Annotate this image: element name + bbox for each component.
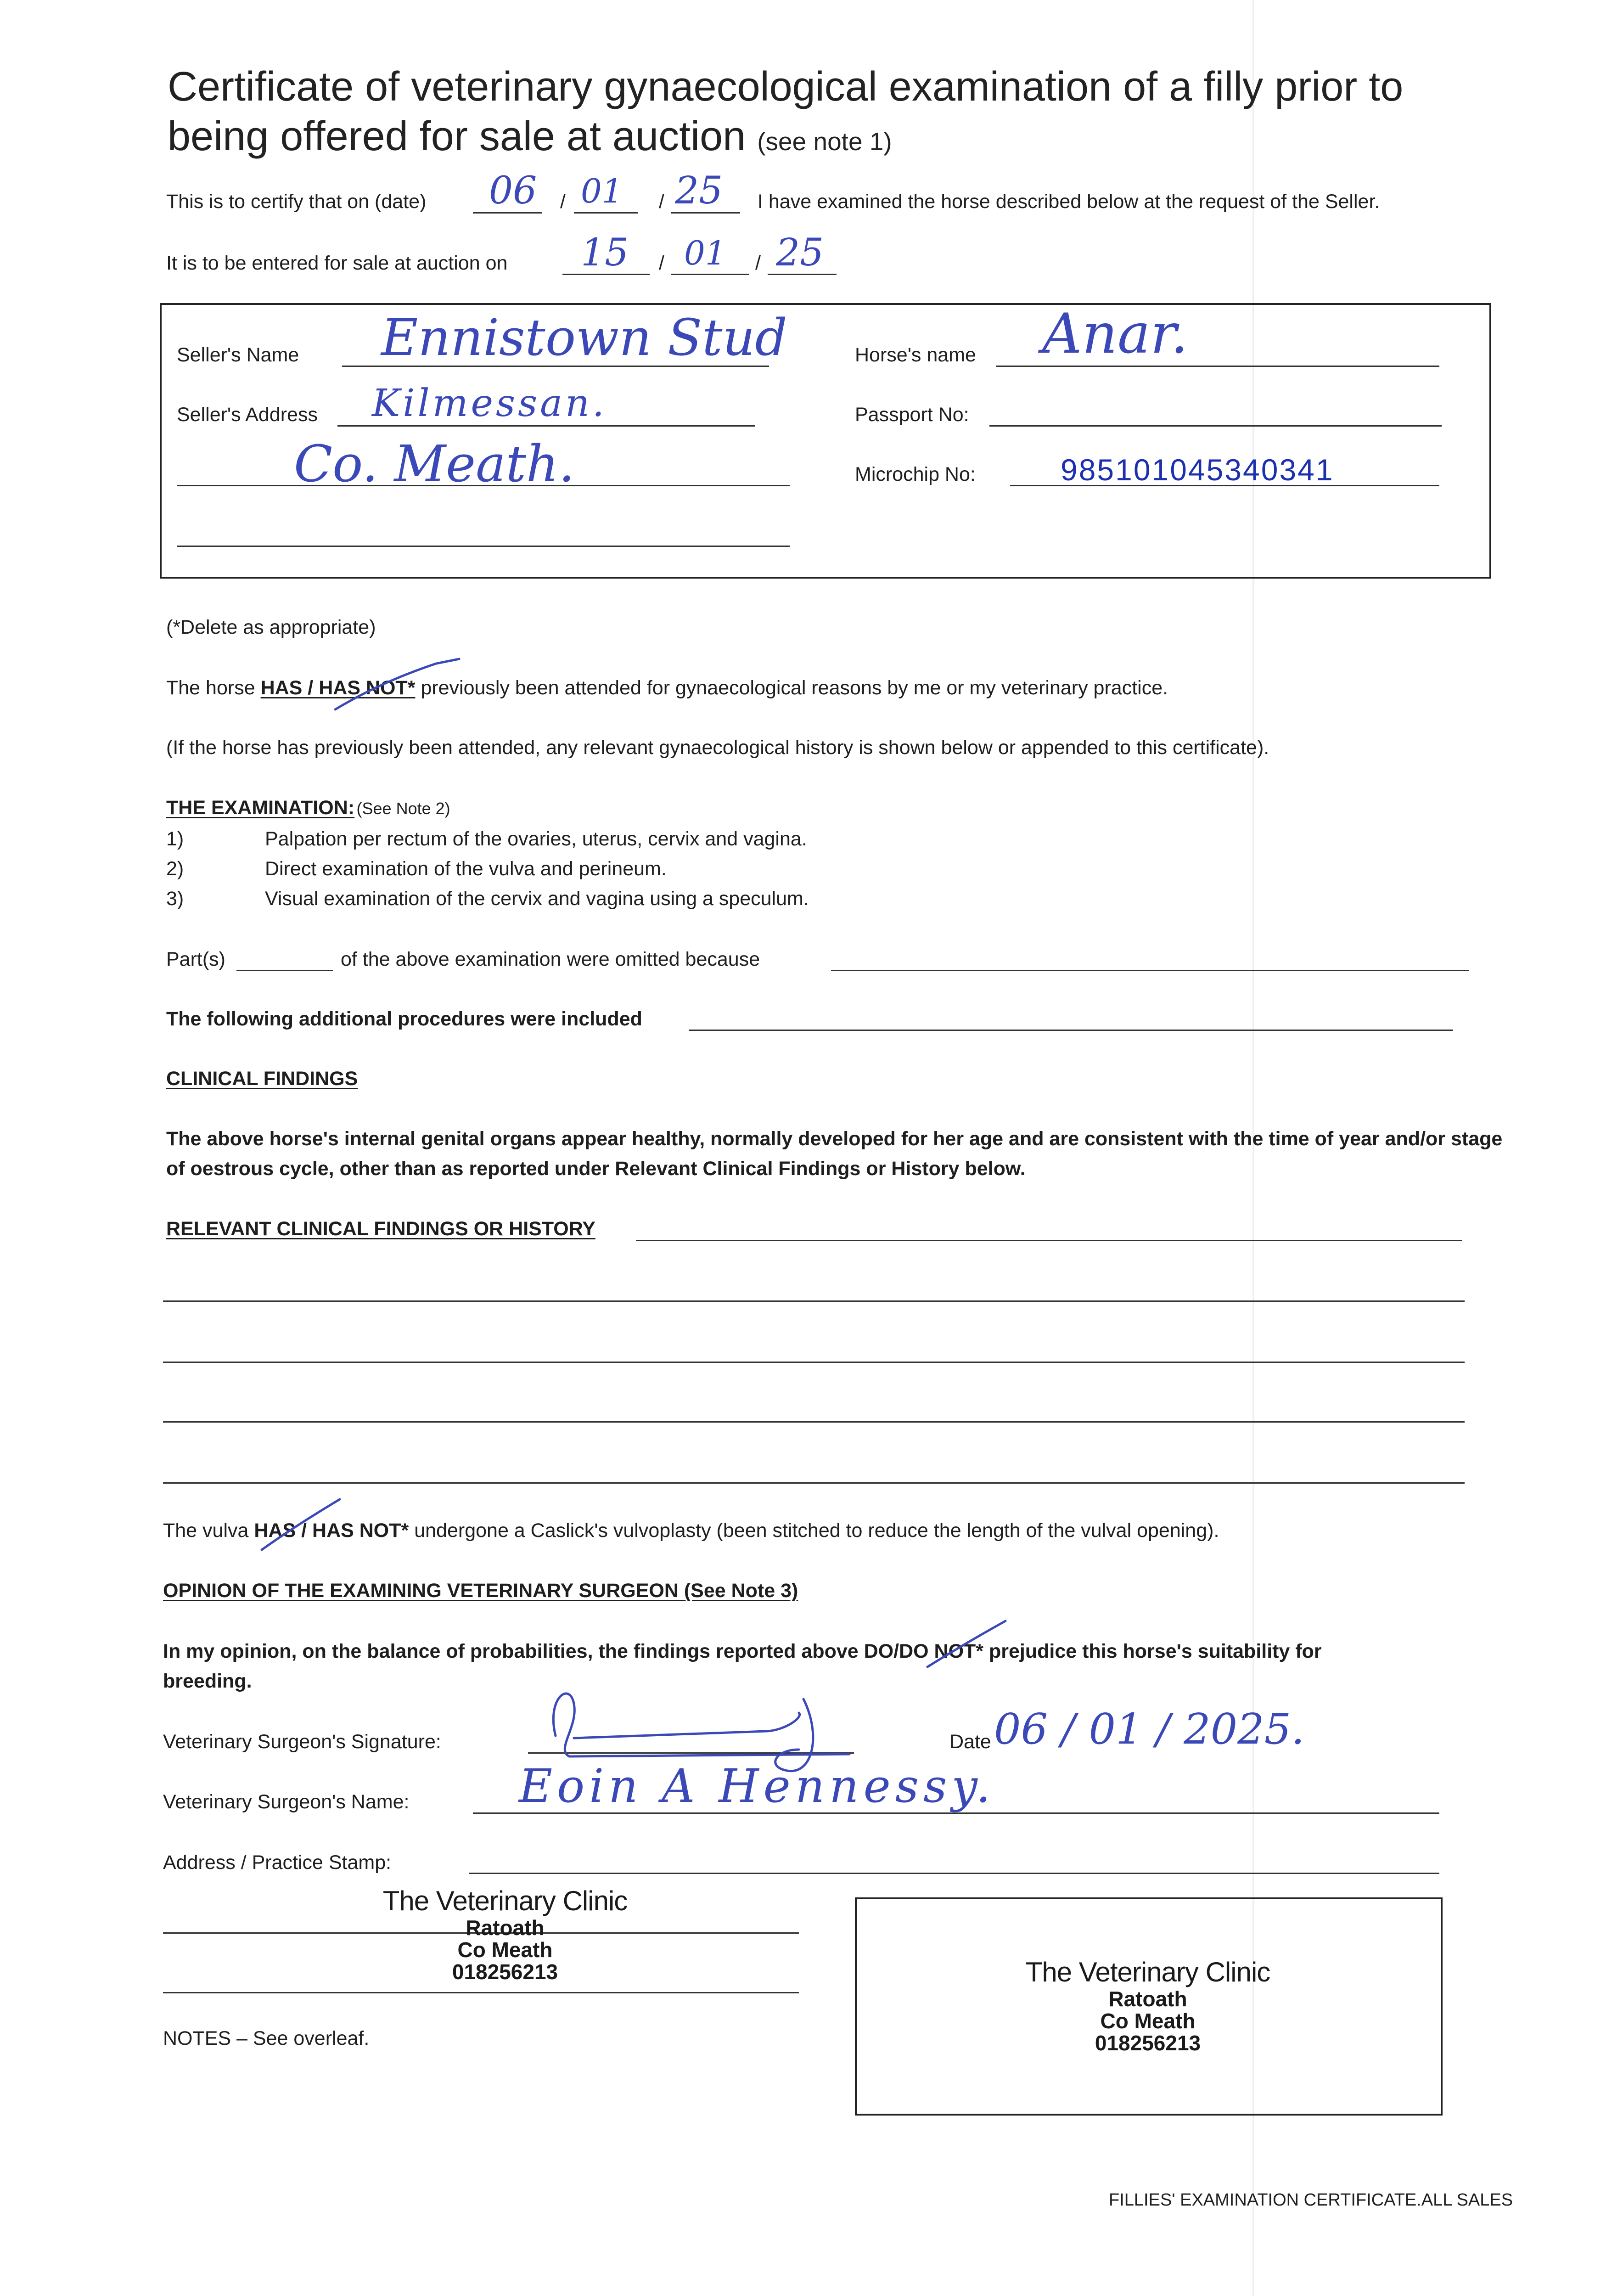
stamp-left-name: The Veterinary Clinic [382,1885,628,1916]
additional-procedures-label: The following additional procedures were included [166,1008,642,1030]
auction-date-day[interactable]: 15 [581,231,629,275]
attended-prefix: The horse [166,677,255,699]
exam-item-2-num: 2) [166,858,184,880]
address-stamp-label: Address / Practice Stamp: [163,1851,392,1874]
vulva-suffix: undergone a Caslick's vulvoplasty (been stitched to reduce the length of the vulval opening). [414,1519,1219,1542]
notes-label: NOTES – See overleaf. [163,2027,370,2049]
examination-heading-row [166,798,450,818]
exam-date-day[interactable]: 06 [489,169,537,213]
title-note: (see note 1) [757,127,892,156]
attended-sentence [166,678,1168,698]
practice-stamp-right [992,1956,1304,2054]
signature-date-value[interactable]: 06 / 01 / 2025. [994,1705,1305,1754]
stamp-left-line-2: Co Meath [457,1938,553,1962]
auction-date-year[interactable]: 25 [776,231,824,275]
parts-prefix: Part(s) [166,948,225,970]
signature-label: Veterinary Surgeon's Signature: [163,1731,441,1753]
stamp-right-line-2: Co Meath [1100,2009,1196,2033]
exam-date-year[interactable]: 25 [675,169,723,213]
microchip-label: Microchip No: [855,463,976,485]
clinical-findings-heading: CLINICAL FINDINGS [166,1068,358,1090]
seller-name-value[interactable]: Ennistown Stud [381,308,787,367]
stamp-right-name: The Veterinary Clinic [1025,1957,1270,1987]
exam-date-sep-1: / [560,191,566,213]
exam-date-sep-2: / [659,191,664,213]
exam-item-3-num: 3) [166,888,184,910]
seller-address-label: Seller's Address [177,404,318,426]
attended-options[interactable]: HAS / HAS NOT* [260,677,416,699]
parts-mid: of the above examination were omitted because [341,948,760,970]
surgeon-name-label: Veterinary Surgeon's Name: [163,1791,410,1813]
stamp-left-line-1: Ratoath [466,1916,545,1940]
exam-item-2-text: Direct examination of the vulva and perineum. [265,858,667,880]
strike-has-vulva [257,1495,344,1554]
stamp-right-line-1: Ratoath [1108,1987,1187,2011]
strike-do-opinion [923,1616,1010,1671]
vulva-options[interactable]: HAS / HAS NOT* [254,1519,409,1542]
exam-item-3-text: Visual examination of the cervix and vagina using a speculum. [265,888,809,910]
opinion-heading: OPINION OF THE EXAMINING VETERINARY SURGEON (See Note 3) [163,1580,798,1602]
stamp-left-phone: 018256213 [452,1960,558,1984]
passport-label: Passport No: [855,404,969,426]
footer-text: FILLIES' EXAMINATION CERTIFICATE.ALL SALES [1109,2190,1513,2210]
examination-heading-note: (See Note 2) [356,799,450,818]
vulva-prefix: The vulva [163,1519,249,1542]
auction-date-sep-2: / [755,252,761,274]
delete-note: (*Delete as appropriate) [166,616,376,638]
opinion-prefix: In my opinion, on the balance of probabilities, the findings reported above [163,1640,859,1662]
strike-has-not-attended [321,654,468,719]
opinion-suffix: prejudice this horse's suitability for [989,1640,1322,1662]
opinion-line-1 [163,1642,1322,1661]
seller-address-line-2[interactable]: Co. Meath. [294,434,575,493]
auction-prefix: It is to be entered for sale at auction on [166,252,508,274]
certify-prefix: This is to certify that on (date) [166,191,427,213]
auction-date-month[interactable]: 01 [684,234,726,272]
practice-stamp-left [363,1885,647,1983]
exam-item-1-num: 1) [166,828,184,850]
horse-name-value[interactable]: Anar. [1042,302,1188,366]
surgeon-name-value[interactable]: Eoin A Hennessy. [519,1759,995,1813]
opinion-line-2: breeding. [163,1670,252,1692]
title-text: Certificate of veterinary gynaecological examination of a filly prior to being offered for sale at auction [168,64,1404,159]
relevant-findings-heading: RELEVANT CLINICAL FINDINGS OR HISTORY [166,1218,595,1240]
date-label: Date [949,1731,991,1753]
examination-heading: THE EXAMINATION: [166,797,355,819]
opinion-options[interactable]: DO/DO NOT* [864,1640,984,1662]
seller-address-line-1[interactable]: Kilmessan. [372,382,607,425]
clinical-statement: The above horse's internal genital organs appear healthy, normally developed for her age and are consistent with the time of year and/or stage of oestrous cycle, other than as reported under Relevant Clinical Findings or History below. [166,1128,1503,1180]
page-title [168,62,1499,166]
microchip-value[interactable]: 985101045340341 [1061,453,1334,487]
exam-date-month[interactable]: 01 [581,172,623,210]
exam-item-1-text: Palpation per rectum of the ovaries, uterus, cervix and vagina. [265,828,807,850]
horse-name-label: Horse's name [855,344,976,366]
seller-name-label: Seller's Name [177,344,299,366]
auction-date-sep-1: / [659,252,664,274]
certify-suffix: I have examined the horse described below at the request of the Seller. [758,191,1380,213]
stamp-right-phone: 018256213 [1095,2031,1201,2055]
attended-suffix: previously been attended for gynaecological reasons by me or my veterinary practice. [421,677,1168,699]
attended-note: (If the horse has previously been attended, any relevant gynaecological history is shown below or appended to this certificate). [166,737,1269,759]
